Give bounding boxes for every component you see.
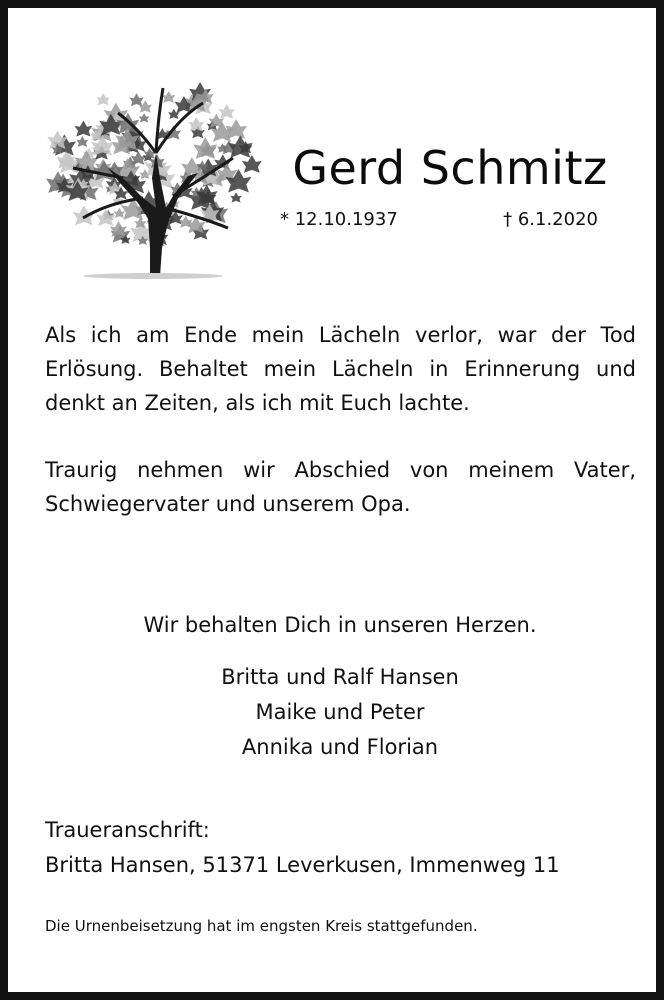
mourning-address: Britta Hansen, 51371 Leverkusen, Immenweg 11 [45,853,560,877]
poem-line: denkt an Zeiten, als ich mit Euch lachte. [45,391,470,415]
maple-tree-icon [38,58,263,280]
mourner-family: Britta und Ralf Hansen [221,665,459,689]
farewell-line: Traurig nehmen wir Abschied von meinem Vater, [45,458,636,482]
address-label: Traueranschrift: [45,818,210,842]
farewell-paragraph [45,453,636,521]
burial-note: Die Urnenbeisetzung hat im engsten Kreis stattgefunden. [45,917,478,935]
poem-line: Erlösung. Behaltet mein Lächeln in Erinnerung und [45,357,636,381]
farewell-line: Schwiegervater und unserem Opa. [45,492,411,516]
poem-paragraph [45,318,636,420]
mourner-family: Annika und Florian [241,735,439,759]
mourner-family: Maike und Peter [255,700,425,724]
deceased-name: Gerd Schmitz [292,141,608,195]
death-date: † 6.1.2020 [503,209,598,230]
mourners-list [8,660,664,765]
birth-date: * 12.10.1937 [280,209,398,230]
poem-line: Als ich am Ende mein Lächeln verlor, war der Tod [45,323,636,347]
motto: Wir behalten Dich in unseren Herzen. [143,613,537,637]
